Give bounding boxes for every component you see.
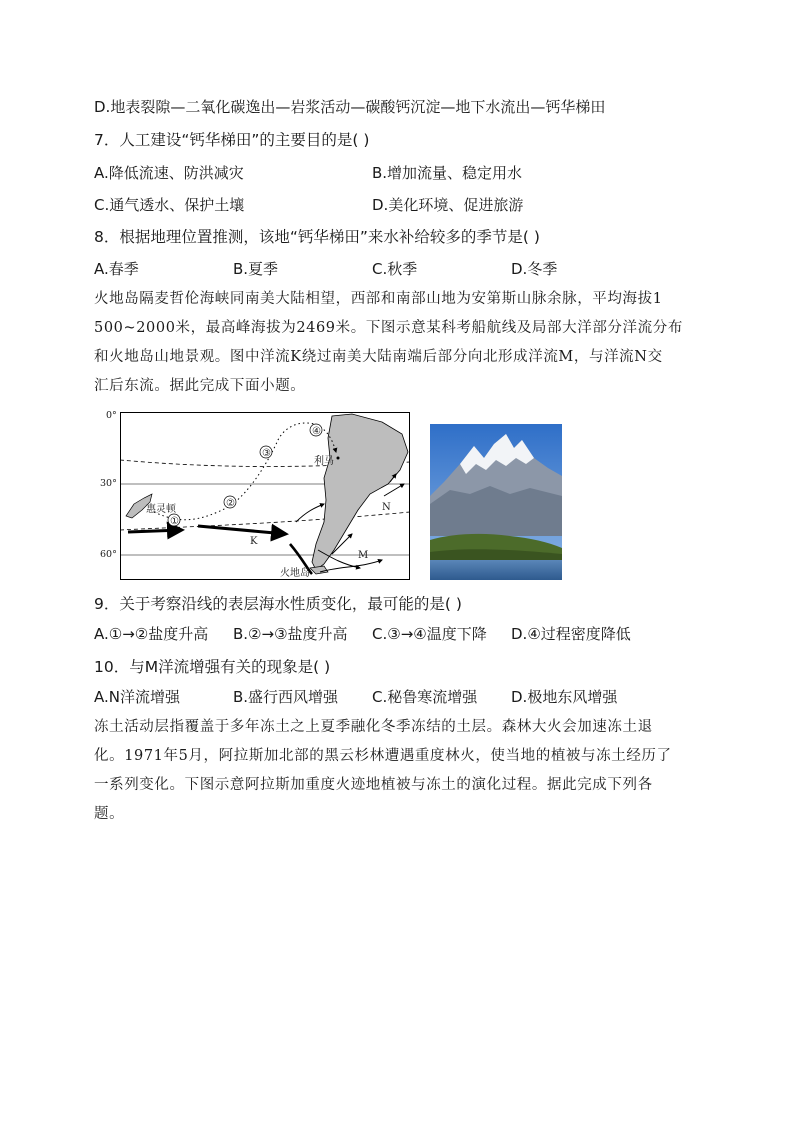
lat-label-30: 30° (100, 478, 117, 489)
q9-option-c: C.③→④温度下降 (372, 625, 487, 643)
intro2-line-3: 一系列变化。下图示意阿拉斯加重度火迹地植被与冻土的演化过程。据此完成下列各 (94, 777, 653, 793)
current-arrow-west-1 (128, 530, 182, 532)
prev-option-d: D.地表裂隙—二氧化碳逸出—岩浆活动—碳酸钙沉淀—地下水流出—钙华梯田 (94, 98, 606, 116)
q10-option-c: C.秘鲁寒流增强 (372, 688, 478, 706)
q10-stem: 10．与M洋流增强有关的现象是( ) (94, 658, 331, 676)
q9-option-d: D.④过程密度降低 (511, 625, 631, 643)
q9-stem: 9．关于考察沿线的表层海水性质变化，最可能的是( ) (94, 595, 462, 613)
intro2-line-1: 冻土活动层指覆盖于多年冻土之上夏季融化冬季冻结的土层。森林大火会加速冻土退 (94, 719, 653, 735)
q7-option-d: D.美化环境、促进旅游 (372, 196, 524, 214)
q10-option-a: A.N洋流增强 (94, 688, 180, 706)
q7-option-b: B.增加流量、稳定用水 (372, 164, 523, 182)
intro1-line-2: 500~2000米，最高峰海拔为2469米。下图示意某科考船航线及局部大洋部分洋流分布 (94, 320, 683, 336)
route-label-2: ② (226, 498, 235, 509)
intro1-line-1: 火地岛隔麦哲伦海峡同南美大陆相望，西部和南部山地为安第斯山脉余脉，平均海拔1 (94, 291, 663, 307)
intro2-line-2: 化。1971年5月，阿拉斯加北部的黑云杉林遭遇重度林火，使当地的植被与冻土经历了 (94, 748, 672, 764)
q8-option-b: B.夏季 (233, 260, 279, 278)
intro-paragraph-2 (94, 713, 706, 829)
intro1-line-4: 汇后东流。据此完成下面小题。 (94, 378, 306, 394)
q8-option-d: D.冬季 (511, 260, 558, 278)
q8-option-a: A.春季 (94, 260, 139, 278)
ocean-current-map (120, 412, 410, 580)
route-label-3: ③ (262, 448, 271, 459)
q10-option-d: D.极地东风增强 (511, 688, 618, 706)
current-n-label: N (382, 502, 391, 513)
lima-dot (337, 457, 340, 460)
q9-option-a: A.①→②盐度升高 (94, 625, 209, 643)
intro1-line-3: 和火地岛山地景观。图中洋流K绕过南美大陆南端后部分向北形成洋流M，与洋流N交 (94, 349, 663, 365)
lima-label: 利马 (314, 456, 334, 467)
q9-option-b: B.②→③盐度升高 (233, 625, 348, 643)
route-label-1: ① (170, 516, 179, 527)
mountain-landscape-photo (430, 424, 562, 580)
tierra-del-fuego-label: 火地岛 (280, 568, 310, 579)
q10-option-b: B.盛行西风增强 (233, 688, 339, 706)
lat-label-60: 60° (100, 549, 117, 560)
route-label-4: ④ (312, 426, 321, 437)
q8-option-c: C.秋季 (372, 260, 418, 278)
figure-map-and-photo (94, 408, 564, 584)
q8-stem: 8．根据地理位置推测，该地“钙华梯田”来水补给较多的季节是( ) (94, 228, 540, 246)
q7-option-c: C.通气透水、保护土壤 (94, 196, 245, 214)
current-m-label: M (358, 550, 369, 561)
intro2-line-4: 题。 (94, 806, 125, 822)
lat-label-0: 0° (106, 410, 117, 421)
current-k-label: K (250, 536, 258, 547)
wellington-label: 惠灵顿 (146, 504, 176, 515)
q7-stem: 7．人工建设“钙华梯田”的主要目的是( ) (94, 131, 370, 149)
q7-option-a: A.降低流速、防洪减灾 (94, 164, 244, 182)
intro-paragraph-1 (94, 285, 706, 401)
